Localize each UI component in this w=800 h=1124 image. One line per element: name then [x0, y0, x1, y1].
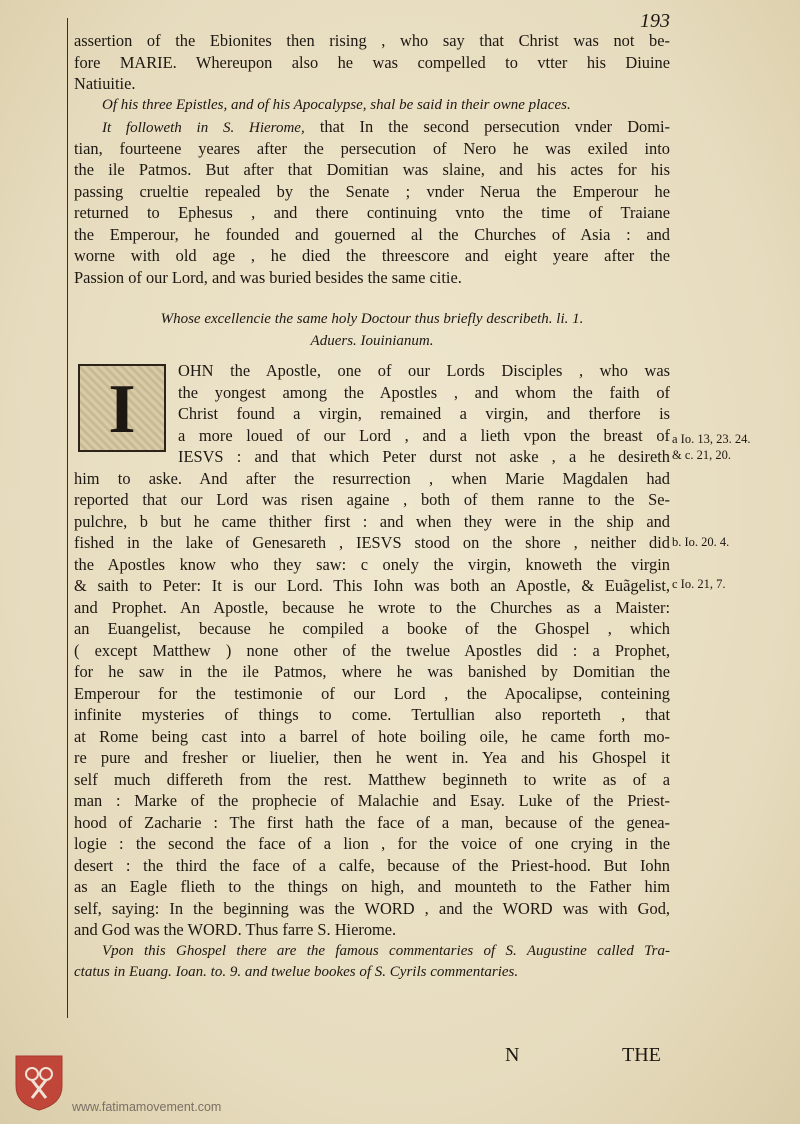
body-line: self, saying: In the beginning was the WORD , and the WORD was with God, [74, 898, 670, 918]
body-line: logie : the second the face of a lion , for the voice of one crying in the [74, 834, 670, 853]
body-line: Passion of our Lord, and was buried besides the same citie. [74, 267, 462, 287]
margin-note-b: b. Io. 20. 4. [672, 535, 730, 549]
section-heading: Whose excellencie the same holy Doctour thus briefly describeth. li. 1. [160, 311, 584, 327]
body-line: the yongest among the Apostles , and whom the faith of [178, 382, 670, 402]
body-line: Emperour for the testimonie of our Lord , the Apocalipse, conteining [74, 683, 670, 703]
body-line: fished in the lake of Genesareth , IESVS stood on the shore , neither did [74, 533, 670, 552]
body-line: & saith to Peter: It is our Lord. This Iohn was both an Apostle, & Euãgelist, [74, 576, 670, 595]
closing-note: ctatus in Euang. Ioan. to. 9. and twelue bookes of S. Cyrils commentaries. [74, 964, 519, 980]
subheading-epistles: Of his three Epistles, and of his Apocalypse, shal be said in their owne places. [102, 96, 571, 113]
body-text [74, 30, 670, 984]
body-line: infinite mysteries of things to come. Tertullian also reporteth , that [74, 705, 670, 724]
body-line: the Apostles know who they saw: c onely the virgin, knoweth the virgin [74, 554, 670, 574]
body-line: self much differeth from the rest. Matthew beginneth to write as of a [74, 769, 670, 789]
margin-note-a2: & c. 21, 20. [672, 448, 732, 462]
ornamental-initial-letter: I [78, 364, 166, 452]
body-line: reported that our Lord was risen againe , both of them ranne to the Se- [74, 490, 670, 509]
body-line: and Prophet. An Apostle, because he wrote to the Churches as a Maister: [74, 597, 670, 617]
para2-lead: It followeth in S. Hierome, [102, 120, 305, 136]
body-line: the Emperour, he founded and gouerned al the Churches of Asia : and [74, 224, 670, 244]
body-line: at Rome being cast into a barrel of hote boiling oile, he came forth mo- [74, 726, 670, 746]
body-line: as an Eagle flieth to the things on high, and mounteth to the Father him [74, 877, 670, 896]
catchword: THE [622, 1044, 661, 1066]
body-line: Natiuitie. [74, 74, 136, 93]
page-number: 193 [640, 10, 670, 32]
body-line: passing crueltie repealed by the Senate ; vnder Nerua the Emperour he [74, 181, 670, 201]
margin-note-c: c Io. 21, 7. [672, 577, 726, 591]
body-line: the ile Patmos. But after that Domitian was slaine, and his actes for his [74, 160, 670, 179]
body-line: tian, fourteene yeares after the persecution of Nero he was exiled into [74, 138, 670, 158]
body-line: OHN the Apostle, one of our Lords Disciples , who was [178, 361, 670, 380]
para2-first-line [74, 116, 670, 138]
section-heading-sub: Aduers. Iouinianum. [310, 332, 434, 349]
dropcap-block [74, 360, 670, 468]
body-line: hood of Zacharie : The first hath the face of a man, because of the genea- [74, 812, 670, 832]
body-line: desert : the third the face of a calfe, because of the Priest-hood. But Iohn [74, 855, 670, 875]
margin-note-a: a Io. 13, 23. 24. [672, 432, 751, 446]
closing-note: Vpon this Ghospel there are the famous commentaries of S. Augustine called Tra- [102, 942, 670, 959]
body-line: pulchre, b but he came thither first : and when they were in the ship and [74, 511, 670, 531]
signature-mark: N [505, 1044, 520, 1066]
left-rule [67, 18, 68, 1018]
body-line: fore MARIE. Whereupon also he was compelled to vtter his Diuine [74, 52, 670, 72]
body-line: ( except Matthew ) none other of the twelue Apostles did : a Prophet, [74, 640, 670, 660]
body-line: assertion of the Ebionites then rising , who say that Christ was not be- [74, 31, 670, 50]
body-line: returned to Ephesus , and there continuing vnto the time of Traiane [74, 203, 670, 222]
body-line: re pure and fresher or liuelier, then he went in. Yea and his Ghospel it [74, 748, 670, 767]
body-line: Christ found a virgin, remained a virgin, and therfore is [178, 404, 670, 423]
body-line: him to aske. And after the resurrection , when Marie Magdalen had [74, 468, 670, 488]
para2-first: that In the second persecution vnder Domi- [319, 117, 670, 136]
fatima-logo-icon [12, 1052, 66, 1112]
body-line: a more loued of our Lord , and a lieth vpon the breast of [178, 425, 670, 445]
body-line: and God was the WORD. Thus farre S. Hierome. [74, 920, 397, 939]
website-watermark: www.fatimamovement.com [72, 1100, 222, 1114]
body-line: worne with old age , he died the threescore and eight yeare after the [74, 246, 670, 265]
body-line: IESVS : and that which Peter durst not aske , a he desireth [178, 447, 670, 466]
body-line: man : Marke of the prophecie of Malachie and Esay. Luke of the Priest- [74, 791, 670, 810]
body-line: an Euangelist, because he compiled a booke of the Ghospel , which [74, 619, 670, 638]
body-line: for he saw in the ile Patmos, where he was banished by Domitian the [74, 662, 670, 681]
